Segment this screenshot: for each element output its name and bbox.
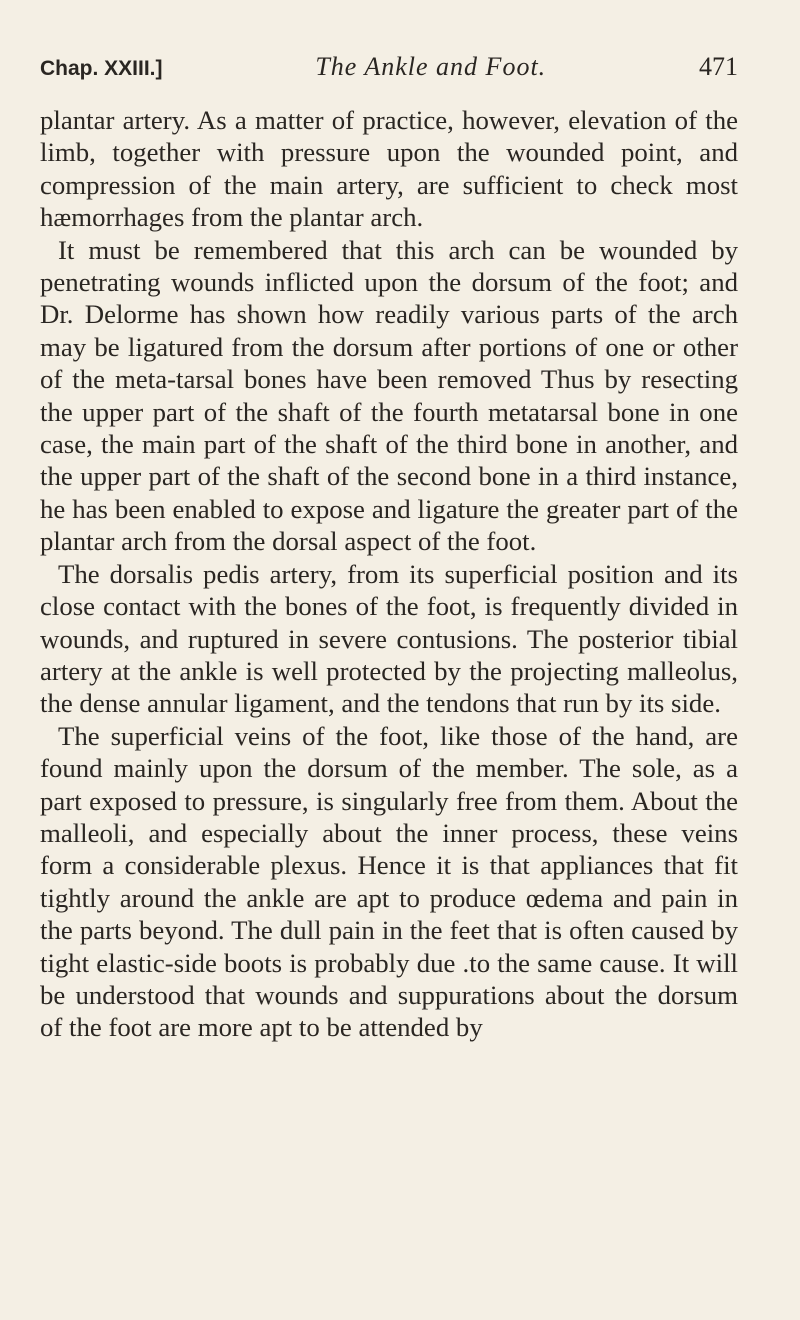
paragraph: plantar artery. As a matter of practice, however, elevation of the limb, together with pressure upon the wounded point, and compression of the main artery, are sufficient to check most hæmorrhages from the plantar arch.: [40, 105, 738, 233]
paragraph: It must be remembered that this arch can be wounded by penetrating wounds inflicted upon the dorsum of the foot; and Dr. Delorme has shown how readily various parts of the arch may be ligatured from the dorsum after portions of one or other of the meta-tarsal bones have been removed Thus by resecting the upper part of the shaft of the fourth metatarsal bone in one case, the main part of the shaft of the third bone in another, and the upper part of the shaft of the second bone in a third instance, he has been enabled to expose and ligature the greater part of the plantar arch from the dorsal aspect of the foot.: [40, 234, 738, 557]
paragraph: The superficial veins of the foot, like those of the hand, are found mainly upon the dorsum of the member. The sole, as a part exposed to pressure, is singularly free from them. About the malleoli, and especially about the inner process, these veins form a considerable plexus. Hence it is that appliances that fit tightly around the ankle are apt to produce œdema and pain in the parts beyond. The dull pain in the feet that is often caused by tight elastic-side boots is probably due .to the same cause. It will be understood that wounds and suppurations about the dorsum of the foot are more apt to be attended by: [40, 720, 738, 1043]
page-number: 471: [699, 52, 738, 81]
running-header: [40, 52, 738, 82]
paragraph: The dorsalis pedis artery, from its superficial position and its close contact with the bones of the foot, is frequently divided in wounds, and ruptured in severe contusions. The posterior tibial artery at the ankle is well protected by the projecting malleolus, the dense annular ligament, and the tendons that run by its side.: [40, 558, 738, 719]
running-title: The Ankle and Foot.: [315, 52, 547, 81]
body-text: [40, 104, 738, 1044]
chapter-label: Chap. XXIII.]: [40, 57, 163, 80]
